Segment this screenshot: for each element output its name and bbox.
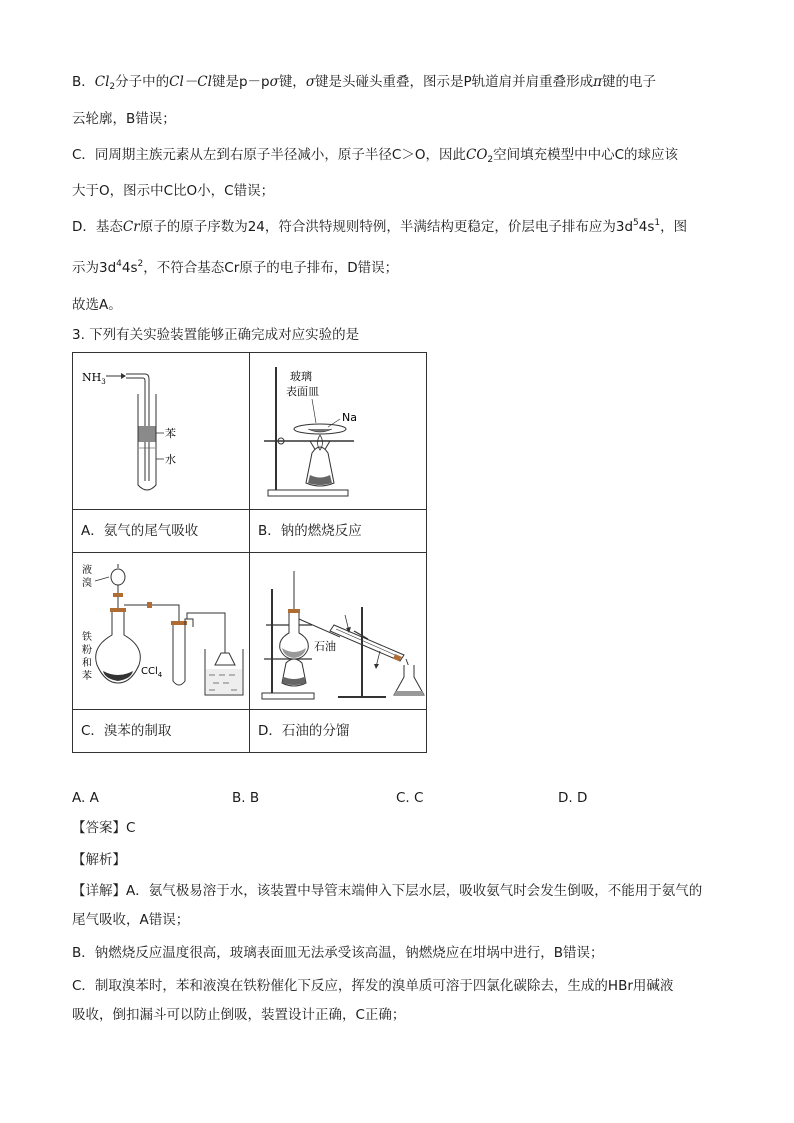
option-b: B. B: [232, 790, 260, 806]
na-label: Na: [342, 411, 357, 424]
inner-tube: [336, 629, 402, 658]
flask-stopper: [110, 608, 126, 612]
distillate: [394, 691, 424, 695]
stand-base: [268, 490, 348, 496]
formula-cl-cl: Cl－Cl: [169, 74, 212, 90]
text: D．基态: [72, 219, 123, 235]
iron-label-2: 粉: [82, 645, 92, 656]
text: 键的电子: [602, 74, 657, 90]
text: 键是p－p: [211, 74, 270, 90]
text: 空间填充模型中中心C的球应该: [493, 147, 679, 163]
explanation-b-line1: [72, 72, 656, 94]
bromobenzene-diagram: [73, 553, 249, 709]
superscript: 1: [654, 218, 661, 228]
caption-c: C．溴苯的制取: [73, 710, 250, 753]
superscript: 4: [116, 259, 122, 269]
text: B．: [72, 74, 95, 90]
text: 4s: [121, 260, 138, 276]
iron-label-1: 铁: [82, 632, 92, 643]
figure-b-cell: [250, 353, 427, 510]
text: 键是头碰头重叠，图示是P轨道肩并肩重叠形成: [315, 74, 594, 90]
text: 分子中的: [115, 74, 170, 90]
condenser: [330, 625, 404, 661]
round-bottom-flask: [96, 611, 141, 683]
explanation-c-line1: [72, 145, 678, 167]
explanation-d-line2: [72, 258, 398, 280]
benzene-layer: [139, 426, 156, 442]
answer: 【答案】C: [72, 820, 136, 836]
caption-a: A．氨气的尾气吸收: [73, 510, 250, 553]
detail-a-line1: 【详解】A．氨气极易溶于水，该装置中导管末端伸入下层水层，吸收氨气时会发生倒吸，不能用于氨气的: [72, 883, 703, 899]
detail-a-line2: 尾气吸收，A错误；: [72, 912, 190, 928]
inverted-funnel: [215, 653, 235, 665]
text: 示为3d: [72, 260, 117, 276]
option-d: D. D: [558, 790, 588, 806]
distillation-diagram: [250, 553, 437, 709]
text: 原子的原子序数为24，符合洪特规则特例，半满结构更稳定，价层电子排布应为3d: [139, 219, 634, 235]
caption-d: D．石油的分馏: [250, 710, 427, 753]
stopcock: [113, 593, 123, 597]
explanation-c-line2: 大于O，图示中C比O小，C错误；: [72, 183, 275, 199]
petroleum-label: 石油: [314, 640, 336, 653]
text: C．同周期主族元素从左到右原子半径减小，原子半径C＞O，因此: [72, 147, 466, 163]
option-c: C. C: [396, 790, 424, 806]
label-leader: [312, 399, 316, 423]
sigma-symbol: σ: [269, 74, 279, 90]
text: ，不符合基态Cr原子的电子排布，D错误；: [143, 260, 399, 276]
arrow-head-icon: [374, 664, 379, 669]
ccl4-label: CCl$_4$: [141, 666, 163, 679]
pi-symbol: π: [593, 74, 603, 90]
question-3: 3. 下列有关实验装置能够正确完成对应实验的是: [72, 327, 360, 343]
subscript: 2: [109, 82, 116, 92]
detail-b-line1: B．钠燃烧反应温度很高，玻璃表面皿无法承受该高温，钠燃烧应在坩埚中进行，B错误；: [72, 945, 604, 961]
conical-flask: [394, 665, 424, 695]
iron-label-4: 苯: [82, 671, 92, 682]
stand-base: [262, 693, 314, 699]
conclusion: 故选A。: [72, 297, 122, 313]
nh3-label: $NH_3$: [82, 371, 106, 386]
element-cr: Cr: [122, 219, 140, 235]
ammonia-absorption-diagram: [73, 353, 249, 509]
sigma-symbol: σ: [305, 74, 316, 90]
liquid-bromine-label-1: 液: [82, 565, 92, 576]
benzene-label: 苯: [165, 427, 176, 440]
flask-stopper: [288, 609, 300, 613]
detail-c-line2: 吸收，倒扣漏斗可以防止倒吸，装置设计正确，C正确；: [72, 1007, 406, 1023]
dropping-funnel: [111, 569, 125, 585]
text: 键，: [278, 74, 306, 90]
formula-co2: CO: [465, 147, 488, 163]
iron-label-3: 和: [82, 658, 92, 669]
option-a: A. A: [72, 790, 99, 806]
caption-b: B．钠的燃烧反应: [250, 510, 427, 553]
figure-d-cell: [250, 553, 427, 710]
explanation-d-line1: [72, 217, 687, 239]
label-leader: [95, 577, 109, 581]
figure-c-cell: [73, 553, 250, 710]
arrow-head-icon: [121, 373, 126, 379]
water-label: 水: [165, 453, 176, 466]
text: ，图: [660, 219, 688, 235]
subscript: 2: [487, 155, 494, 165]
apparatus-table: [72, 352, 427, 753]
figure-a-cell: [73, 353, 250, 510]
sodium-combustion-diagram: [250, 353, 437, 509]
joint: [147, 602, 152, 608]
glass-label-2: 表面皿: [286, 385, 319, 398]
superscript: 2: [137, 259, 144, 269]
superscript: 5: [633, 218, 639, 228]
formula-cl2: Cl: [94, 74, 110, 90]
detail-c-line1: C．制取溴苯时，苯和液溴在铁粉催化下反应，挥发的溴单质可溶于四氯化碳除去，生成的HBr用碱液: [72, 978, 674, 994]
text: 4s: [638, 219, 655, 235]
analysis-heading: 【解析】: [72, 852, 126, 868]
glass-label-1: 玻璃: [290, 370, 312, 383]
ccl4-tube: [173, 625, 185, 685]
liquid-bromine-label-2: 溴: [82, 578, 92, 589]
explanation-b-line2: 云轮廓，B错误；: [72, 111, 176, 127]
